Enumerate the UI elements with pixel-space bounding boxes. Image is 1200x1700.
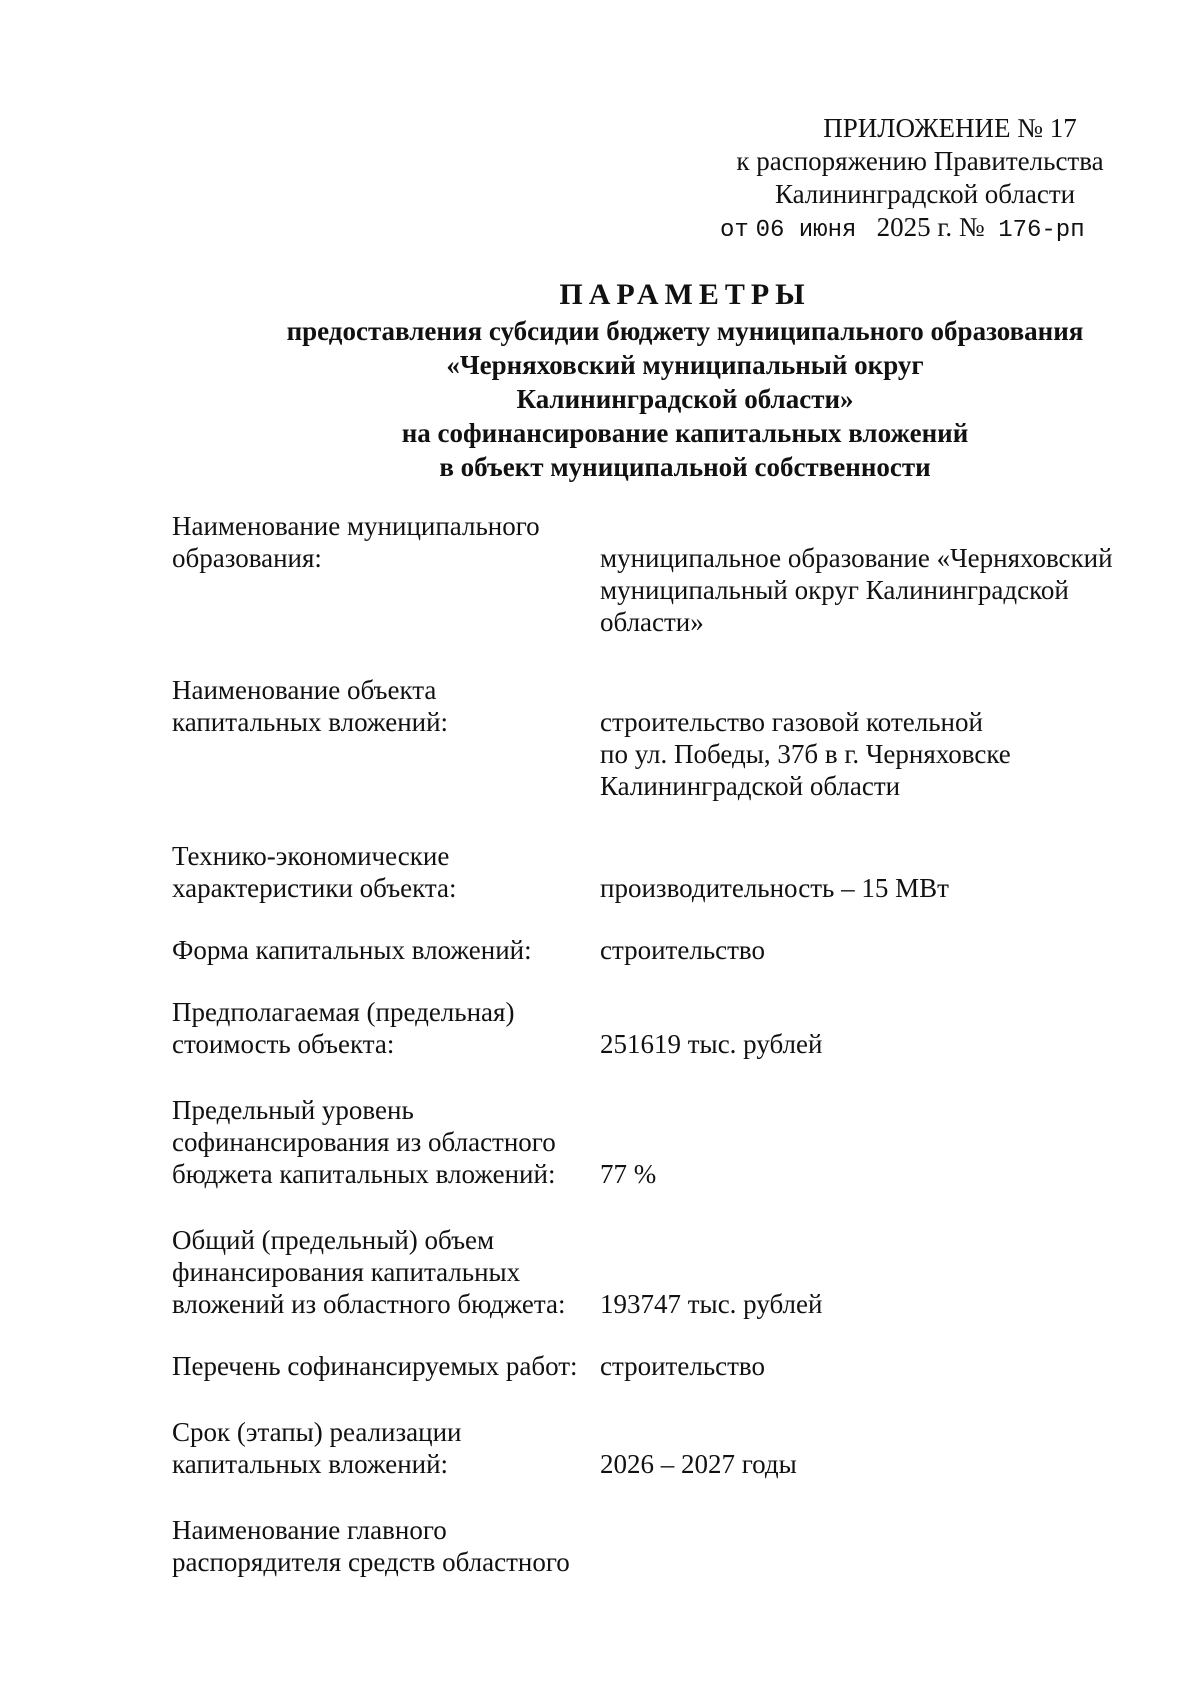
param-object-name — [172, 674, 1148, 802]
param-value-line: муниципальный округ Калининградской — [600, 575, 1069, 605]
param-label-line: Форма капитальных вложений: — [172, 935, 532, 965]
date-typed: 06 июня — [755, 217, 857, 244]
param-value-line: 77 % — [600, 1159, 657, 1189]
param-value-line: области» — [600, 607, 704, 637]
parameters-list — [172, 510, 1148, 1578]
title-line: в объект муниципальной собственности — [439, 452, 931, 482]
title-main: ПАРАМЕТРЫ — [559, 278, 811, 311]
param-label-line: финансирования капитальных — [172, 1257, 521, 1287]
param-cofinancing-level — [172, 1094, 1148, 1190]
param-value — [600, 934, 1148, 966]
param-label — [172, 1094, 600, 1190]
title-line: на софинансирование капитальных вложений — [401, 418, 969, 448]
param-value-line: строительство газовой котельной — [600, 707, 983, 737]
param-value — [600, 1158, 1148, 1190]
param-value-line: 2026 – 2027 годы — [600, 1449, 797, 1479]
appendix-date-line — [690, 211, 1150, 247]
param-value-line: 193747 тыс. рублей — [600, 1289, 823, 1319]
param-value-line: Калининградской области — [600, 771, 901, 801]
param-label — [172, 674, 600, 738]
title-line: предоставления субсидии бюджету муниципального образования — [286, 316, 1084, 346]
param-value — [600, 1448, 1148, 1480]
param-label-line: Перечень софинансируемых работ: — [172, 1351, 578, 1381]
param-label-line: характеристики объекта: — [172, 873, 457, 903]
order-number: 176-рп — [998, 217, 1085, 244]
param-label-line: Наименование главного — [172, 1515, 447, 1545]
param-value-line: муниципальное образование «Черняховский — [600, 543, 1113, 573]
appendix-number: ПРИЛОЖЕНИЕ № 17 — [823, 113, 1077, 143]
param-total-financing — [172, 1224, 1148, 1320]
appendix-header — [690, 112, 1150, 247]
param-value-line: строительство — [600, 1351, 765, 1381]
param-value — [600, 1350, 1148, 1382]
param-label — [172, 996, 600, 1060]
appendix-order-ref: к распоряжению Правительства — [736, 146, 1104, 176]
param-works-list — [172, 1350, 1148, 1382]
appendix-authority: Калининградской области — [774, 179, 1076, 209]
param-label — [172, 1350, 600, 1382]
param-label-line: распорядителя средств областного — [172, 1547, 570, 1577]
param-label — [172, 1224, 600, 1320]
param-value — [600, 1288, 1148, 1320]
param-value-line: 251619 тыс. рублей — [600, 1029, 823, 1059]
param-label-line: капитальных вложений: — [172, 1449, 449, 1479]
param-value — [600, 1028, 1148, 1060]
param-label-line: бюджета капитальных вложений: — [172, 1159, 556, 1189]
param-technical — [172, 840, 1148, 904]
param-label-line: образования: — [172, 543, 322, 573]
param-label-line: стоимость объекта: — [172, 1029, 395, 1059]
param-label — [172, 1416, 600, 1480]
param-value-line: по ул. Победы, 37б в г. Черняховске — [600, 739, 1011, 769]
param-label-line: Наименование объекта — [172, 675, 437, 705]
param-value-line: строительство — [600, 935, 765, 965]
param-implementation-period — [172, 1416, 1148, 1480]
param-estimated-cost — [172, 996, 1148, 1060]
param-investment-form — [172, 934, 1148, 966]
param-municipality — [172, 510, 1148, 638]
date-prefix: от — [720, 217, 749, 244]
param-value — [600, 872, 1148, 904]
param-label — [172, 510, 600, 574]
param-label-line: Предполагаемая (предельная) — [172, 997, 515, 1027]
document-title — [0, 276, 1200, 484]
param-label-line: капитальных вложений: — [172, 707, 449, 737]
date-year: 2025 г. № — [876, 212, 985, 242]
param-label — [172, 934, 600, 966]
param-label-line: Предельный уровень — [172, 1095, 414, 1125]
param-label-line: Общий (предельный) объем — [172, 1225, 495, 1255]
title-line: «Черняховский муниципальный округ — [446, 350, 924, 380]
param-label-line: Технико-экономические — [172, 841, 450, 871]
param-label-line: Наименование муниципального — [172, 511, 540, 541]
param-main-administrator — [172, 1514, 1148, 1578]
param-value-line: производительность – 15 МВт — [600, 873, 949, 903]
param-value — [600, 510, 1148, 638]
param-label — [172, 840, 600, 904]
param-value — [600, 674, 1148, 802]
param-label — [172, 1514, 600, 1578]
param-label-line: вложений из областного бюджета: — [172, 1289, 566, 1319]
param-label-line: софинансирования из областного — [172, 1127, 556, 1157]
title-line: Калининградской области» — [516, 384, 854, 414]
param-label-line: Срок (этапы) реализации — [172, 1417, 462, 1447]
